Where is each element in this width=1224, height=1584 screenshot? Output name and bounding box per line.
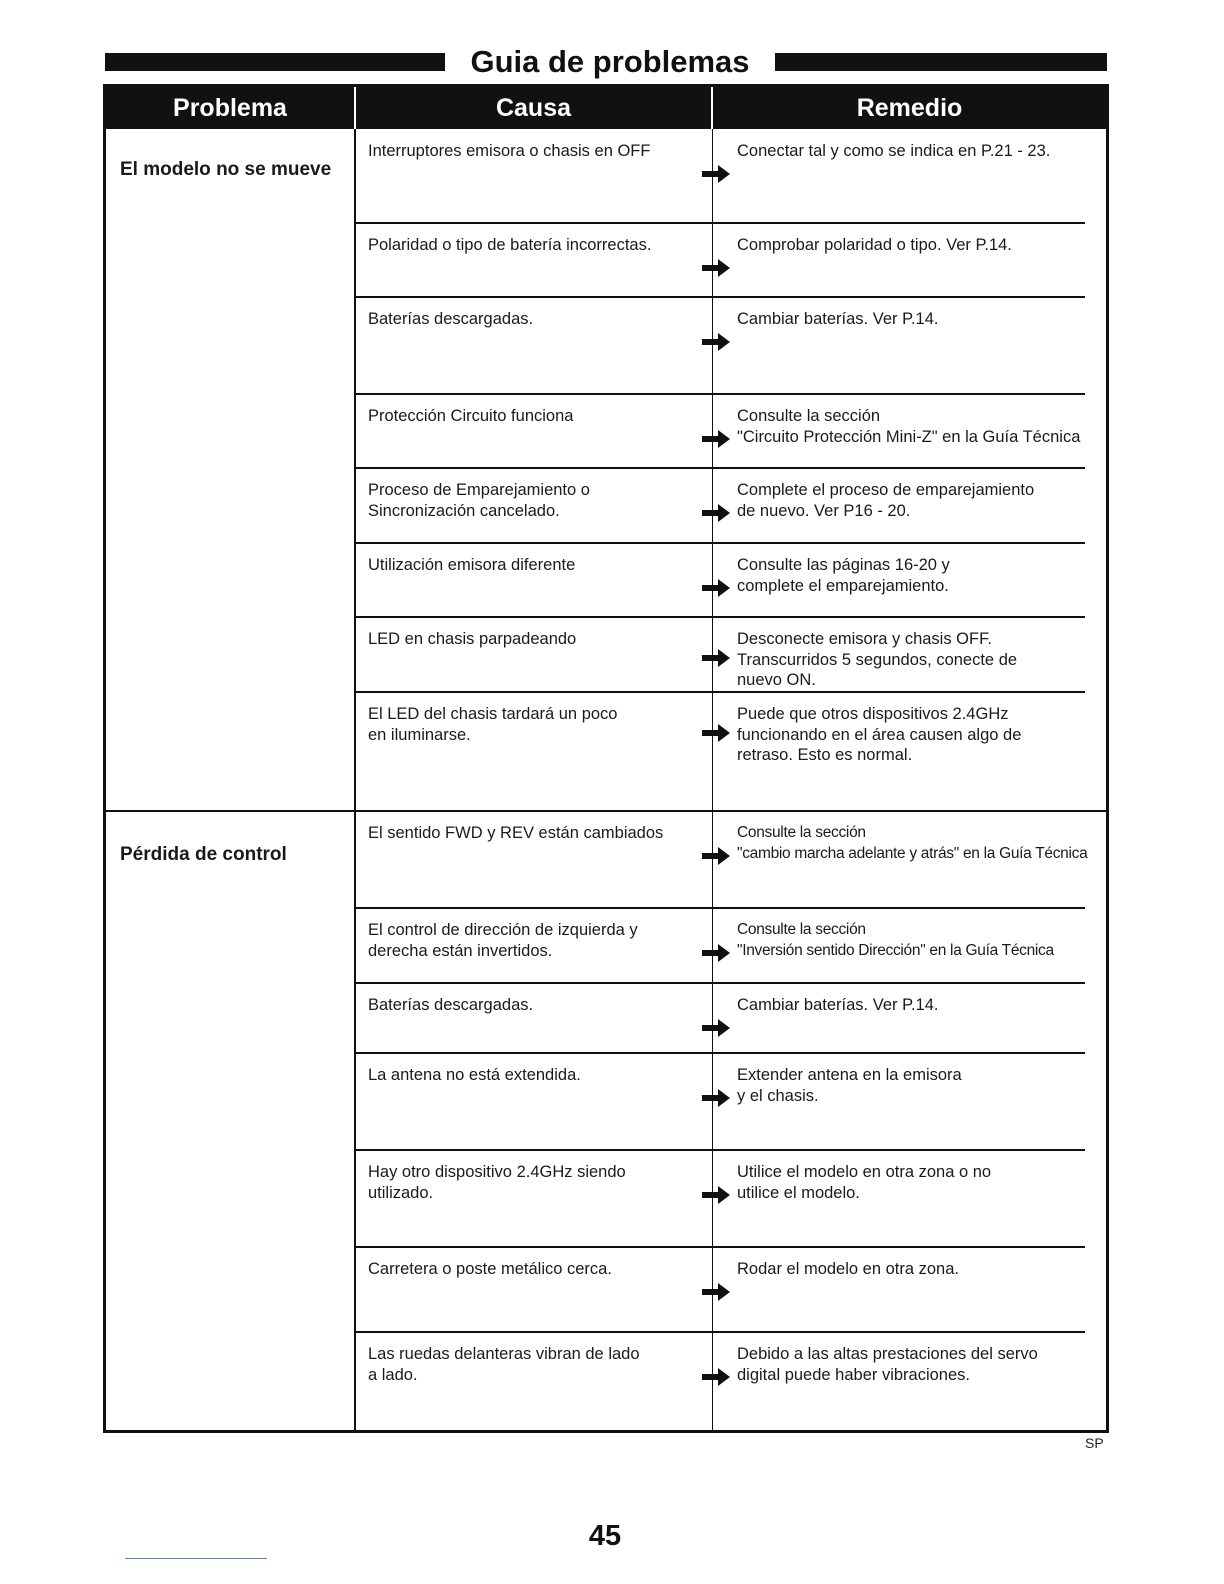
arrow-right-icon <box>702 165 730 183</box>
arrow-right-icon <box>702 649 730 667</box>
row-divider <box>355 393 1085 395</box>
column-divider-problem <box>354 129 356 1430</box>
header-problem: Problema <box>173 94 287 122</box>
row-divider <box>355 222 1085 224</box>
header-remedy: Remedio <box>856 94 963 122</box>
remedy-text: Cambiar baterías. Ver P.14. <box>737 996 939 1014</box>
cause-text: Polaridad o tipo de batería incorrectas. <box>368 236 652 254</box>
cause-text: Protección Circuito funciona <box>368 407 574 425</box>
cause-text: Carretera o poste metálico cerca. <box>368 1260 612 1278</box>
cause-text: Interruptores emisora o chasis en OFF <box>368 142 651 160</box>
column-divider-cause <box>712 129 713 1430</box>
cause-text: Utilización emisora diferente <box>368 556 576 574</box>
arrow-right-icon <box>702 504 730 522</box>
header-cause: Causa <box>495 94 572 122</box>
page-title: Guia de problemas <box>470 44 750 79</box>
arrow-right-icon <box>702 579 730 597</box>
remedy-text: Consulte la sección "Circuito Protección Mini-Z" en la Guía Técnica <box>737 407 1081 446</box>
troubleshooting-table <box>103 84 1109 1433</box>
group-divider <box>106 810 1106 812</box>
row-divider <box>355 691 1085 693</box>
row-divider <box>355 982 1085 984</box>
title-rule-right <box>775 53 1107 71</box>
cause-text: Baterías descargadas. <box>368 996 534 1014</box>
problem-label: El modelo no se mueve <box>120 159 332 180</box>
cause-text: La antena no está extendida. <box>368 1066 581 1084</box>
row-divider <box>355 542 1085 544</box>
row-divider <box>355 616 1085 618</box>
page-number: 45 <box>588 1520 622 1552</box>
row-divider <box>355 296 1085 298</box>
arrow-right-icon <box>702 333 730 351</box>
title-rule-left <box>105 53 445 71</box>
footer-underline <box>125 1558 267 1559</box>
remedy-text: Conectar tal y como se indica en P.21 - 23. <box>737 142 1051 160</box>
remedy-text: Extender antena en la emisora y el chasis. <box>737 1066 962 1105</box>
cause-text: LED en chasis parpadeando <box>368 630 577 648</box>
cause-text: Hay otro dispositivo 2.4GHz siendo utilizado. <box>368 1163 626 1202</box>
remedy-text: Comprobar polaridad o tipo. Ver P.14. <box>737 236 1012 254</box>
remedy-text: Puede que otros dispositivos 2.4GHz funcionando en el área causen algo de retraso. Esto es normal. <box>737 705 1022 764</box>
row-divider <box>355 1246 1085 1248</box>
arrow-right-icon <box>702 1019 730 1037</box>
arrow-right-icon <box>702 944 730 962</box>
cause-text: El LED del chasis tardará un poco en iluminarse. <box>368 705 618 744</box>
remedy-text: Consulte la sección "Inversión sentido Dirección" en la Guía Técnica <box>737 921 1054 959</box>
arrow-right-icon <box>702 430 730 448</box>
cause-text: Proceso de Emparejamiento o Sincronización cancelado. <box>368 481 590 520</box>
arrow-right-icon <box>702 1368 730 1386</box>
arrow-right-icon <box>702 259 730 277</box>
remedy-text: Cambiar baterías. Ver P.14. <box>737 310 939 328</box>
cause-text: Baterías descargadas. <box>368 310 534 328</box>
problem-label: Pérdida de control <box>120 844 287 865</box>
table-header <box>106 87 1106 129</box>
cause-text: El sentido FWD y REV están cambiados <box>368 824 664 842</box>
row-divider <box>355 1331 1085 1333</box>
arrow-right-icon <box>702 724 730 742</box>
remedy-text: Consulte la sección "cambio marcha adelante y atrás" en la Guía Técnica <box>737 824 1088 862</box>
arrow-right-icon <box>702 1283 730 1301</box>
arrow-right-icon <box>702 1089 730 1107</box>
language-tag: SP <box>1085 1435 1104 1451</box>
remedy-text: Debido a las altas prestaciones del servo digital puede haber vibraciones. <box>737 1345 1038 1384</box>
arrow-right-icon <box>702 1186 730 1204</box>
row-divider <box>355 1149 1085 1151</box>
arrow-right-icon <box>702 847 730 865</box>
remedy-text: Utilice el modelo en otra zona o no utilice el modelo. <box>737 1163 992 1202</box>
remedy-text: Complete el proceso de emparejamiento de nuevo. Ver P16 - 20. <box>737 481 1035 520</box>
row-divider <box>355 907 1085 909</box>
cause-text: Las ruedas delanteras vibran de lado a lado. <box>368 1345 640 1384</box>
title-bar <box>105 42 1107 82</box>
remedy-text: Rodar el modelo en otra zona. <box>737 1260 959 1278</box>
remedy-text: Consulte las páginas 16-20 y complete el emparejamiento. <box>737 556 950 595</box>
row-divider <box>355 1052 1085 1054</box>
remedy-text: Desconecte emisora y chasis OFF. Transcurridos 5 segundos, conecte de nuevo ON. <box>737 630 1018 689</box>
cause-text: El control de dirección de izquierda y derecha están invertidos. <box>368 921 638 960</box>
row-divider <box>355 467 1085 469</box>
